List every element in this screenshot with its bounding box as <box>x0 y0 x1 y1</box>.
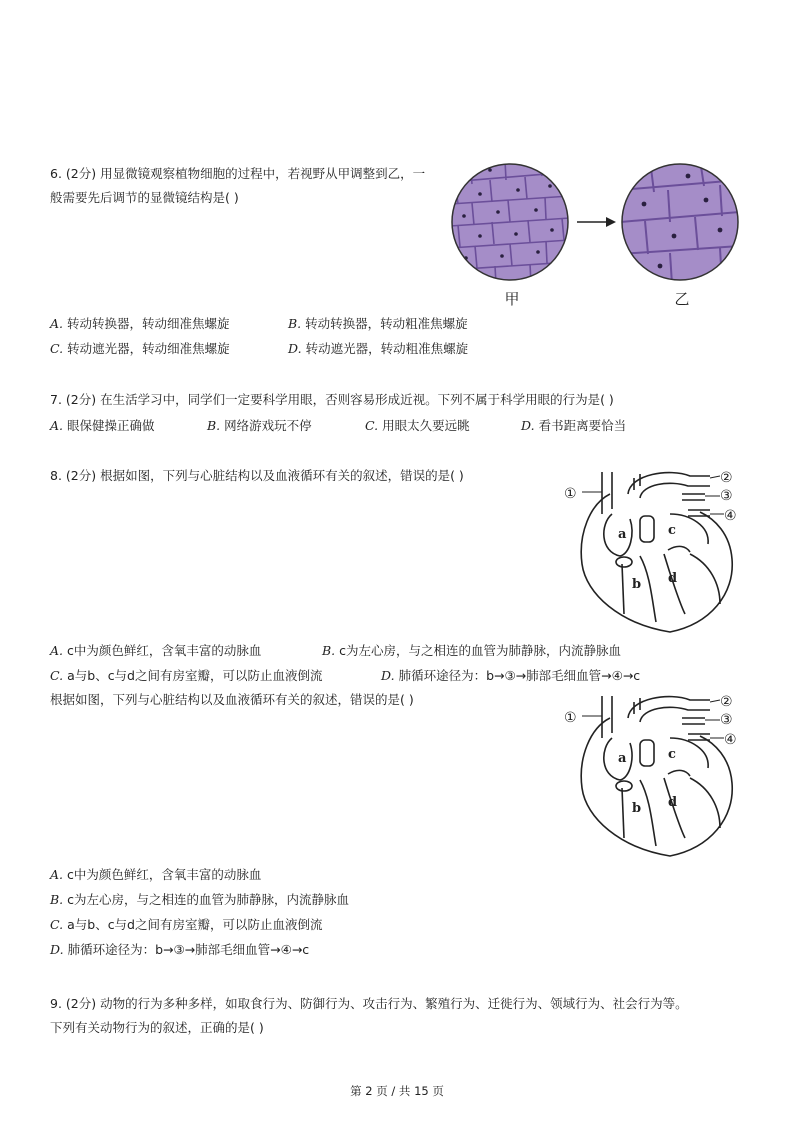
label-d: d <box>668 571 678 586</box>
arrow-icon <box>577 217 616 227</box>
q8-option-b[interactable]: B. c为左心房，与之相连的血管为肺静脉，内流静脉血 <box>322 643 622 658</box>
label-b: b <box>632 577 642 592</box>
q7-option-c[interactable]: C. 用眼太久要远眺 <box>365 418 470 433</box>
q8-repeat-option-c[interactable]: C. a与b、c与d之间有房室瓣，可以防止血液倒流 <box>50 917 323 932</box>
label-a: a <box>618 527 627 542</box>
label-3: ③ <box>720 712 733 728</box>
q6-option-b[interactable]: B. 转动转换器，转动粗准焦螺旋 <box>288 316 468 331</box>
label-3: ③ <box>720 488 733 504</box>
label-1: ① <box>564 486 577 502</box>
q8-option-a[interactable]: A. c中为颜色鲜红，含氧丰富的动脉血 <box>50 643 262 658</box>
q9-stem-line2: 下列有关动物行为的叙述，正确的是( ) <box>50 1020 264 1035</box>
q6-option-c[interactable]: C. 转动遮光器，转动细准焦螺旋 <box>50 341 230 356</box>
q6-stem-line2: 般需要先后调节的显微镜结构是( ) <box>50 190 239 205</box>
page-footer: 第 2 页 / 共 15 页 <box>350 1084 444 1098</box>
q8-repeat-stem: 根据如图，下列与心脏结构以及血液循环有关的叙述，错误的是( ) <box>50 692 414 707</box>
q8-option-c[interactable]: C. a与b、c与d之间有房室瓣，可以防止血液倒流 <box>50 668 323 683</box>
q7-option-a[interactable]: A. 眼保健操正确做 <box>50 418 155 433</box>
view-yi <box>620 160 740 284</box>
q8-stem: 8. (2分) 根据如图，下列与心脏结构以及血液循环有关的叙述，错误的是( ) <box>50 468 464 483</box>
q7-option-d[interactable]: D. 看书距离要恰当 <box>521 418 627 433</box>
q8-repeat-option-b[interactable]: B. c为左心房，与之相连的血管为肺静脉，内流静脉血 <box>50 892 350 907</box>
label-jia: 甲 <box>504 290 520 308</box>
q6-option-d[interactable]: D. 转动遮光器，转动粗准焦螺旋 <box>288 341 469 356</box>
q8-heart-diagram <box>560 464 750 634</box>
q6-option-a[interactable]: A. 转动转换器，转动细准焦螺旋 <box>50 316 230 331</box>
q8-repeat-option-d[interactable]: D. 肺循环途径为：b→③→肺部毛细血管→④→c <box>50 942 310 957</box>
label-d: d <box>668 795 678 810</box>
label-1: ① <box>564 710 577 726</box>
q7-option-b[interactable]: B. 网络游戏玩不停 <box>207 418 312 433</box>
q9-stem-line1: 9. (2分) 动物的行为多种多样，如取食行为、防御行为、攻击行为、繁殖行为、迁徙行为、领域行为、社会行为等。 <box>50 996 688 1011</box>
label-c: c <box>668 747 676 762</box>
q7-stem: 7. (2分) 在生活学习中，同学们一定要科学用眼，否则容易形成近视。下列不属于科学用眼的行为是( ) <box>50 392 614 407</box>
q8-option-d[interactable]: D. 肺循环途径为：b→③→肺部毛细血管→④→c <box>381 668 641 683</box>
label-a: a <box>618 751 627 766</box>
q8-repeat-heart-diagram <box>560 688 750 858</box>
q6-stem-line1: 6. (2分) 用显微镜观察植物细胞的过程中，若视野从甲调整到乙，一 <box>50 166 426 181</box>
label-c: c <box>668 523 676 538</box>
label-4: ④ <box>724 508 737 524</box>
q8-repeat-option-a[interactable]: A. c中为颜色鲜红，含氧丰富的动脉血 <box>50 867 262 882</box>
label-yi: 乙 <box>674 290 690 308</box>
q6-microscope-figure <box>450 160 750 310</box>
view-jia <box>450 160 570 284</box>
label-b: b <box>632 801 642 816</box>
label-4: ④ <box>724 732 737 748</box>
label-2: ② <box>720 694 733 710</box>
label-2: ② <box>720 470 733 486</box>
